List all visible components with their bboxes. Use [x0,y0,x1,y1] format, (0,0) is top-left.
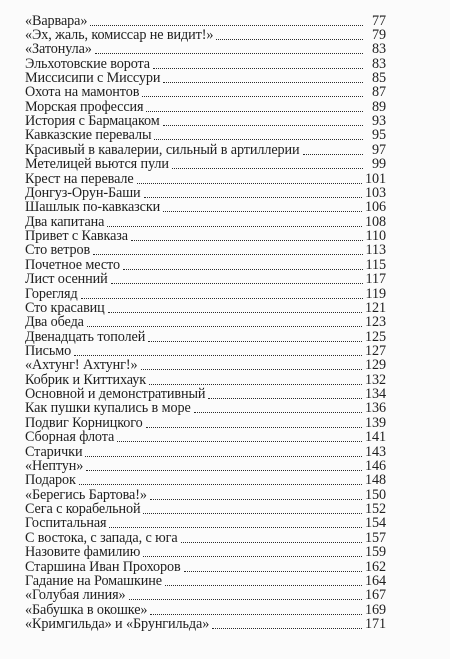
toc-entry-title: Донгуз-Орун-Баши [25,184,141,201]
dot-leader [123,269,363,270]
toc-entry-page-number: 167 [365,587,386,604]
toc-entry-title: Миссисипи с Миссури [25,69,161,86]
dot-leader [184,571,362,572]
toc-entry-title: Сега с корабельной [25,501,141,518]
toc-entry-title: Двенадцать тополей [25,328,146,345]
toc-entry-title: Старички [25,443,83,460]
toc-entry-title: Лист осенний [25,271,108,288]
toc-entry-title: Крест на перевале [25,170,134,187]
toc-entry-title: Сборная флота [25,429,115,446]
toc-entry-page-number: 169 [365,601,386,618]
dot-leader [87,326,362,327]
toc-entry-title: Охота на мамонтов [25,84,140,101]
toc-entry-title: Основной и демонстративный [25,386,206,403]
dot-leader [107,226,362,227]
toc-entry-title: Два обеда [25,314,84,331]
toc-entry-page-number: 171 [365,616,386,633]
dot-leader [129,599,363,600]
toc-entry-title: Сто ветров [25,242,91,259]
toc-entry-title: Назовите фамилию [25,544,141,561]
toc-entry-page-number: 141 [365,429,386,446]
toc-entry-page-number: 103 [365,184,386,201]
toc-entry-title: Старшина Иван Прохоров [25,558,181,575]
toc-entry-page-number: 97 [372,141,386,158]
toc-entry-title: Как пушки купались в море [25,400,191,417]
toc-entry [25,617,386,632]
toc-entry-page-number: 152 [365,501,386,518]
toc-entry-page-number: 83 [372,41,386,58]
dot-leader [85,456,362,457]
dot-leader [142,96,363,97]
toc-entry-page-number: 89 [372,98,386,115]
dot-leader [303,154,364,155]
toc-entry [25,545,386,560]
toc-entry-page-number: 83 [372,55,386,72]
toc-entry-page-number: 108 [365,213,386,230]
dot-leader [163,211,362,212]
toc-entry-page-number: 101 [365,170,386,187]
toc-entry-title: «Затонула» [25,41,92,58]
toc-entry-page-number: 136 [365,400,386,417]
toc-entry-title: «Эх, жаль, комиссар не видит!» [25,26,214,43]
toc-entry-page-number: 110 [365,228,386,245]
toc-entry-title: Два капитана [25,213,105,230]
toc-entry-page-number: 139 [365,414,386,431]
toc-entry-title: «Ахтунг! Ахтунг!» [25,357,138,374]
toc-entry-title: «Бабушка в окошке» [25,601,148,618]
dot-leader [108,312,362,313]
dot-leader [81,298,363,299]
toc-entry [25,430,386,445]
dot-leader [163,82,363,83]
dot-leader [131,240,363,241]
toc-entry-page-number: 99 [372,156,386,173]
toc-entry-title: Горегляд [25,285,78,302]
toc-entry-page-number: 93 [372,113,386,130]
dot-leader [146,111,363,112]
dot-leader [148,341,362,342]
dot-leader [90,25,363,26]
toc-entry-page-number: 119 [365,285,386,302]
toc-entry-page-number: 148 [365,472,386,489]
toc-entry-title: Кобрик и Киттихаук [25,371,147,388]
dot-leader [150,499,362,500]
dot-leader [79,484,362,485]
dot-leader [150,614,362,615]
toc-entry-page-number: 146 [365,457,386,474]
toc-entry-title: Гадание на Ромашкине [25,572,162,589]
dot-leader [163,125,363,126]
dot-leader [117,441,362,442]
dot-leader [93,254,362,255]
toc-entry-page-number: 87 [372,84,386,101]
dot-leader [212,628,362,629]
dot-leader [111,283,363,284]
toc-entry [25,459,386,474]
dot-leader [153,68,363,69]
toc-entry-page-number: 132 [365,371,386,388]
toc-entry-page-number: 121 [365,299,386,316]
toc-entry-title: Привет с Кавказа [25,228,128,245]
toc-entry-page-number: 143 [365,443,386,460]
dot-leader [109,527,362,528]
toc-entry-title: Красивый в кавалерии, сильный в артиллерии [25,141,300,158]
dot-leader [95,53,363,54]
toc-entry-title: Сто красавиц [25,299,105,316]
toc-entry-title: «Голубая линия» [25,587,126,604]
dot-leader [141,369,363,370]
toc-entry-title: Подвиг Корницкого [25,414,143,431]
dot-leader [144,197,362,198]
toc-entry-title: «Варвара» [25,12,88,29]
dot-leader [143,556,362,557]
toc-entry [25,42,386,57]
dot-leader [181,542,362,543]
toc-entry-title: Кавказские перевалы [25,127,152,144]
toc-entry-page-number: 95 [372,127,386,144]
toc-entry-page-number: 123 [365,314,386,331]
toc-entry [25,272,386,287]
toc-entry-page-number: 113 [365,242,386,259]
toc-entry [25,330,386,345]
toc-entry-page-number: 106 [365,199,386,216]
dot-leader [154,139,363,140]
dot-leader [143,513,362,514]
toc-entry-page-number: 125 [365,328,386,345]
toc-entry-page-number: 85 [372,69,386,86]
toc-entry-page-number: 115 [365,256,386,273]
toc-entry-title: Метелицей вьются пули [25,156,169,173]
dot-leader [149,384,362,385]
toc-entry-title: Морская профессия [25,98,144,115]
toc-entry-title: Письмо [25,343,72,359]
dot-leader [146,427,362,428]
toc-entry-page-number: 134 [365,386,386,403]
toc-entry [25,157,386,172]
dot-leader [137,183,362,184]
dot-leader [194,412,362,413]
toc-entry-page-number: 162 [365,558,386,575]
toc-entry-page-number: 129 [365,357,386,374]
toc-entry-title: Шашлык по-кавказски [25,199,161,216]
dot-leader [86,470,362,471]
toc-entry-title: «Нептун» [25,457,84,474]
toc-entry-title: Почетное место [25,256,120,273]
toc-entry-title: Подарок [25,472,76,489]
toc-entry-title: «Берегись Бартова!» [25,486,147,503]
dot-leader [165,585,362,586]
dot-leader [208,398,362,399]
toc-entry-title: История с Бармацаком [25,113,160,130]
dot-leader [172,168,363,169]
toc-entry-title: С востока, с запада, с юга [25,529,178,546]
toc-entry-page-number: 159 [365,544,386,561]
toc-entry-page-number: 79 [372,26,386,43]
toc-entry-page-number: 150 [365,486,386,503]
toc-entry-page-number: 154 [365,515,386,532]
dot-leader [216,39,363,40]
toc-entry-title: Госпитальная [25,515,107,532]
toc-entry-page-number: 77 [372,12,386,29]
toc-entry-page-number: 164 [365,572,386,589]
toc-entry-title: «Кримгильда» и «Брунгильда» [25,616,210,633]
toc-entry-page-number: 127 [365,343,386,359]
toc-entry-page-number: 157 [365,529,386,546]
toc-entry-page-number: 117 [365,271,386,288]
toc-entry-title: Эльхотовские ворота [25,55,151,72]
dot-leader [74,355,362,356]
